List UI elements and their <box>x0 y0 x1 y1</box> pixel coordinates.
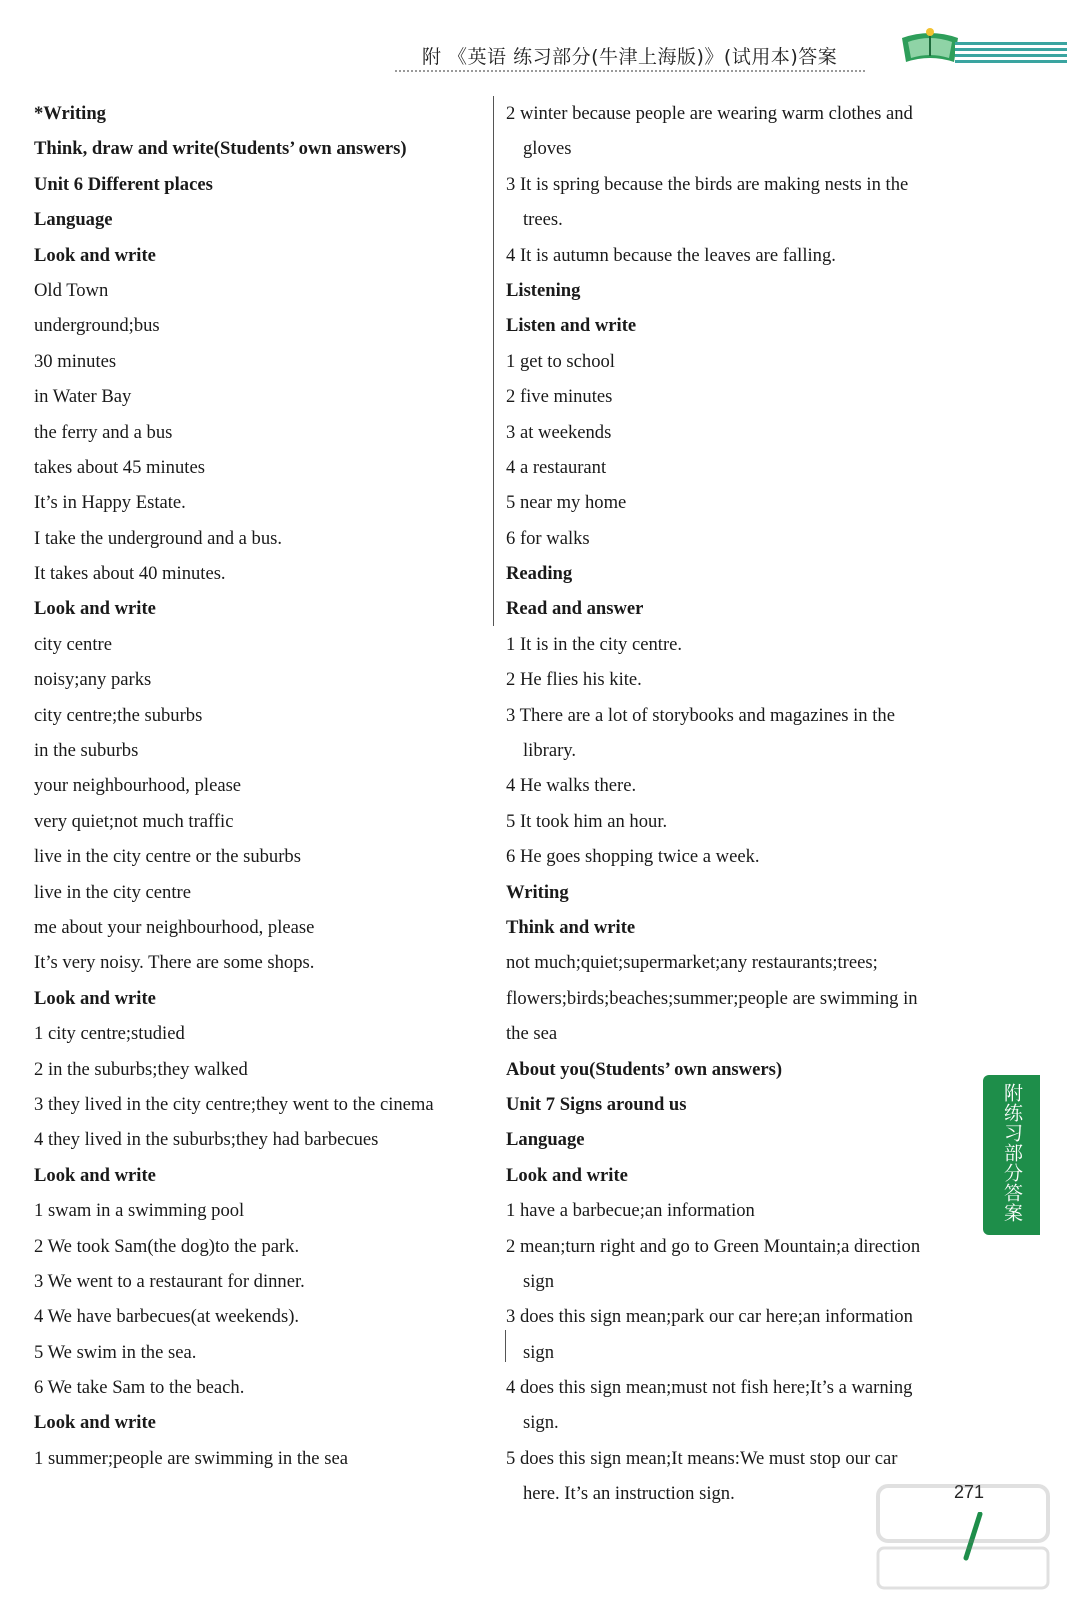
answer-line: noisy;any parks <box>34 669 152 691</box>
answer-line: me about your neighbourhood, please <box>34 916 315 938</box>
answer-line: here. It’s an instruction sign. <box>523 1483 735 1505</box>
left-answer-column <box>34 96 484 1476</box>
answer-line: 3 We went to a restaurant for dinner. <box>34 1270 305 1292</box>
section-heading: Unit 7 Signs around us <box>506 1093 687 1115</box>
answer-line: 30 minutes <box>34 350 117 372</box>
answer-line: very quiet;not much traffic <box>34 810 234 832</box>
section-heading: Reading <box>506 563 573 585</box>
answer-line: city centre;the suburbs <box>34 704 203 726</box>
section-heading: Language <box>34 209 113 231</box>
answer-line: 3 does this sign mean;park our car here;an information <box>506 1306 913 1328</box>
answer-line: sign. <box>523 1412 559 1434</box>
answer-line: 2 winter because people are wearing warm clothes and <box>506 103 913 124</box>
answer-line: in Water Bay <box>34 386 132 408</box>
answer-line: in the suburbs <box>34 740 139 762</box>
answer-line: 3 It is spring because the birds are making nests in the <box>506 173 909 195</box>
answer-line: 1 have a barbecue;an information <box>506 1200 755 1222</box>
side-tab-label: 附练习部分答案 <box>1001 1083 1023 1223</box>
section-heading: Look and write <box>34 598 156 620</box>
answer-line: 4 does this sign mean;must not fish here;It’s a warning <box>506 1377 913 1399</box>
section-heading: Listen and write <box>506 315 637 337</box>
answer-line: 4 they lived in the suburbs;they had barbecues <box>34 1129 379 1151</box>
answer-line: 2 We took Sam(the dog)to the park. <box>34 1235 300 1257</box>
answer-line: sign <box>523 1341 554 1363</box>
section-heading: Think and write <box>506 916 636 938</box>
answer-line: 6 He goes shopping twice a week. <box>506 846 760 868</box>
answer-line: It takes about 40 minutes. <box>34 563 226 585</box>
answer-line: 5 does this sign mean;It means:We must stop our car <box>506 1447 898 1469</box>
section-heading: Look and write <box>34 987 156 1009</box>
answer-line: I take the underground and a bus. <box>34 527 283 549</box>
answer-line: 1 summer;people are swimming in the sea <box>34 1447 348 1469</box>
answer-line: 6 We take Sam to the beach. <box>34 1377 245 1399</box>
section-heading: Listening <box>506 279 581 301</box>
answer-line: 3 There are a lot of storybooks and magazines in the <box>506 704 895 726</box>
header-stripes <box>955 42 1067 66</box>
answer-line: Old Town <box>34 279 109 301</box>
section-heading: Look and write <box>34 1412 156 1434</box>
answer-line: 5 It took him an hour. <box>506 810 668 832</box>
answer-line: the sea <box>506 1023 558 1045</box>
column-divider <box>493 96 494 626</box>
answer-line: takes about 45 minutes <box>34 456 205 478</box>
answer-line: flowers;birds;beaches;summer;people are swimming in <box>506 987 918 1009</box>
answer-line: your neighbourhood, please <box>34 775 242 797</box>
section-heading: Unit 6 Different places <box>34 173 213 195</box>
section-heading: Writing <box>506 881 569 903</box>
header-dotted-rule <box>395 70 865 72</box>
answer-line: library. <box>523 740 577 762</box>
answer-line: It’s in Happy Estate. <box>34 492 186 514</box>
answer-line: trees. <box>523 209 563 231</box>
page-number: 271 <box>954 1482 985 1502</box>
section-heading: Think, draw and write(Students’ own answers) <box>34 138 407 160</box>
answer-line: live in the city centre <box>34 881 191 903</box>
answer-line: 4 a restaurant <box>506 456 607 478</box>
answer-line: 4 He walks there. <box>506 775 637 797</box>
answer-line: not much;quiet;supermarket;any restaurants;trees; <box>506 952 878 974</box>
answer-line: city centre <box>34 633 112 655</box>
answer-line: 2 mean;turn right and go to Green Mountain;a direction <box>506 1235 921 1257</box>
right-answer-column <box>506 96 968 1512</box>
answer-line: underground;bus <box>34 315 160 337</box>
section-side-tab <box>983 1075 1040 1235</box>
answer-line: the ferry and a bus <box>34 421 173 443</box>
page-header <box>0 0 1067 90</box>
section-heading: About you(Students’ own answers) <box>506 1058 783 1080</box>
section-heading: Look and write <box>34 244 156 266</box>
answer-line: sign <box>523 1270 554 1292</box>
answer-line: 3 at weekends <box>506 421 612 443</box>
answer-line: 5 We swim in the sea. <box>34 1341 197 1363</box>
answer-line: 1 city centre;studied <box>34 1023 185 1045</box>
answer-line: 1 get to school <box>506 350 615 372</box>
section-heading: Read and answer <box>506 598 644 620</box>
answer-line: 2 five minutes <box>506 386 613 408</box>
section-heading: *Writing <box>34 103 106 124</box>
answer-line: 4 We have barbecues(at weekends). <box>34 1306 300 1328</box>
answer-line: live in the city centre or the suburbs <box>34 846 301 868</box>
book-logo-icon <box>898 26 962 70</box>
answer-line: It’s very noisy. There are some shops. <box>34 952 315 974</box>
answer-line: 6 for walks <box>506 527 590 549</box>
answer-line: 4 It is autumn because the leaves are falling. <box>506 244 836 266</box>
section-heading: Look and write <box>506 1164 628 1186</box>
watermark-icon <box>868 1476 1058 1596</box>
answer-line: 2 He flies his kite. <box>506 669 642 691</box>
section-heading: Language <box>506 1129 585 1151</box>
answer-line: gloves <box>523 138 572 160</box>
answer-line: 1 swam in a swimming pool <box>34 1200 245 1222</box>
answer-line: 2 in the suburbs;they walked <box>34 1058 248 1080</box>
answer-line: 5 near my home <box>506 492 627 514</box>
header-title: 附 《英语 练习部分(牛津上海版)》(试用本)答案 <box>422 46 838 68</box>
answer-line: 1 It is in the city centre. <box>506 633 683 655</box>
answer-line: 3 they lived in the city centre;they went to the cinema <box>34 1093 434 1115</box>
section-heading: Look and write <box>34 1164 156 1186</box>
